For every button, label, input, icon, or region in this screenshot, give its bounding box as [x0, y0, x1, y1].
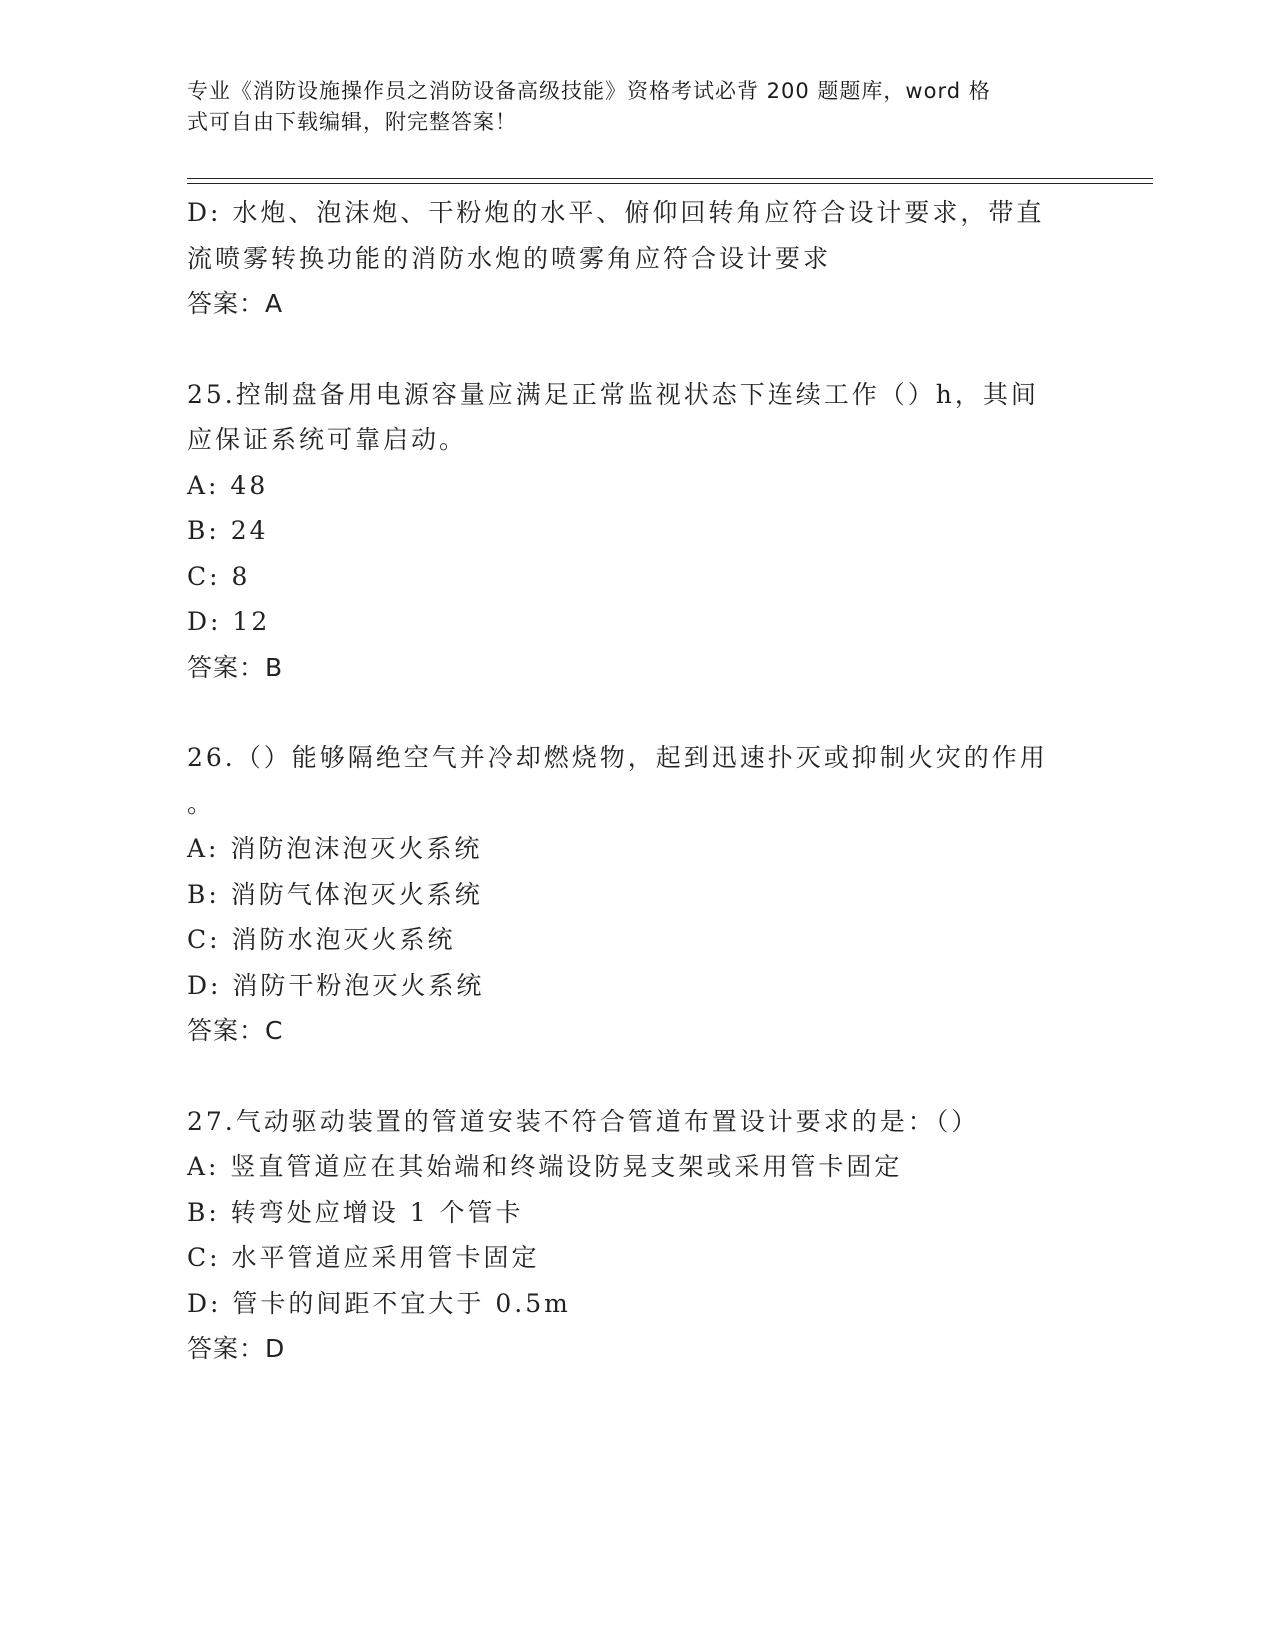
previous-question: [187, 190, 1087, 327]
header-divider-bottom: [187, 183, 1153, 184]
question-25: [187, 372, 1087, 691]
header-line-2: 式可自由下载编辑，附完整答案！: [187, 110, 517, 134]
question-26: [187, 735, 1087, 1054]
option-a: A: 48: [187, 470, 269, 500]
header-divider-top: [187, 178, 1153, 179]
question-27: [187, 1099, 1087, 1372]
question-stem: 27.气动驱动装置的管道安装不符合管道布置设计要求的是：（）: [187, 1106, 980, 1136]
option-c: C: 8: [187, 561, 251, 591]
option-a: A: 竖直管道应在其始端和终端设防晃支架或采用管卡固定: [187, 1152, 903, 1181]
question-stem: 25.控制盘备用电源容量应满足正常监视状态下连续工作（）h，其间: [187, 379, 1039, 409]
question-stem-continued: 。: [187, 788, 216, 818]
header-line-1: 专业《消防设施操作员之消防设备高级技能》资格考试必背 200 题题库，word 格: [187, 79, 991, 103]
option-a: A: 消防泡沫泡灭火系统: [187, 834, 483, 863]
option-d-continued: 流喷雾转换功能的消防水炮的喷雾角应符合设计要求: [187, 243, 832, 273]
document-header: [187, 76, 1067, 138]
option-d: D: 消防干粉泡灭火系统: [187, 970, 485, 1000]
option-b: B: 消防气体泡灭火系统: [187, 879, 483, 909]
option-b: B: 24: [187, 516, 269, 545]
answer-line: 答案：A: [187, 289, 284, 318]
answer-line: 答案：C: [187, 1016, 284, 1045]
spacer: [187, 327, 1087, 372]
spacer: [187, 1054, 1087, 1099]
option-b: B: 转弯处应增设 1 个管卡: [187, 1197, 524, 1227]
option-d: D: 12: [187, 607, 271, 636]
option-d: D: 水炮、泡沫炮、干粉炮的水平、俯仰回转角应符合设计要求，带直: [187, 198, 1045, 227]
spacer: [187, 690, 1087, 735]
answer-line: 答案：D: [187, 1334, 286, 1363]
option-c: C: 消防水泡灭火系统: [187, 925, 456, 954]
answer-line: 答案：B: [187, 652, 284, 682]
question-list: [187, 190, 1087, 1372]
question-stem-continued: 应保证系统可靠启动。: [187, 425, 468, 454]
option-c: C: 水平管道应采用管卡固定: [187, 1243, 540, 1272]
question-stem: 26.（）能够隔绝空气并冷却燃烧物，起到迅速扑灭或抑制火灾的作用: [187, 743, 1048, 772]
option-d: D: 管卡的间距不宜大于 0.5m: [187, 1288, 571, 1318]
